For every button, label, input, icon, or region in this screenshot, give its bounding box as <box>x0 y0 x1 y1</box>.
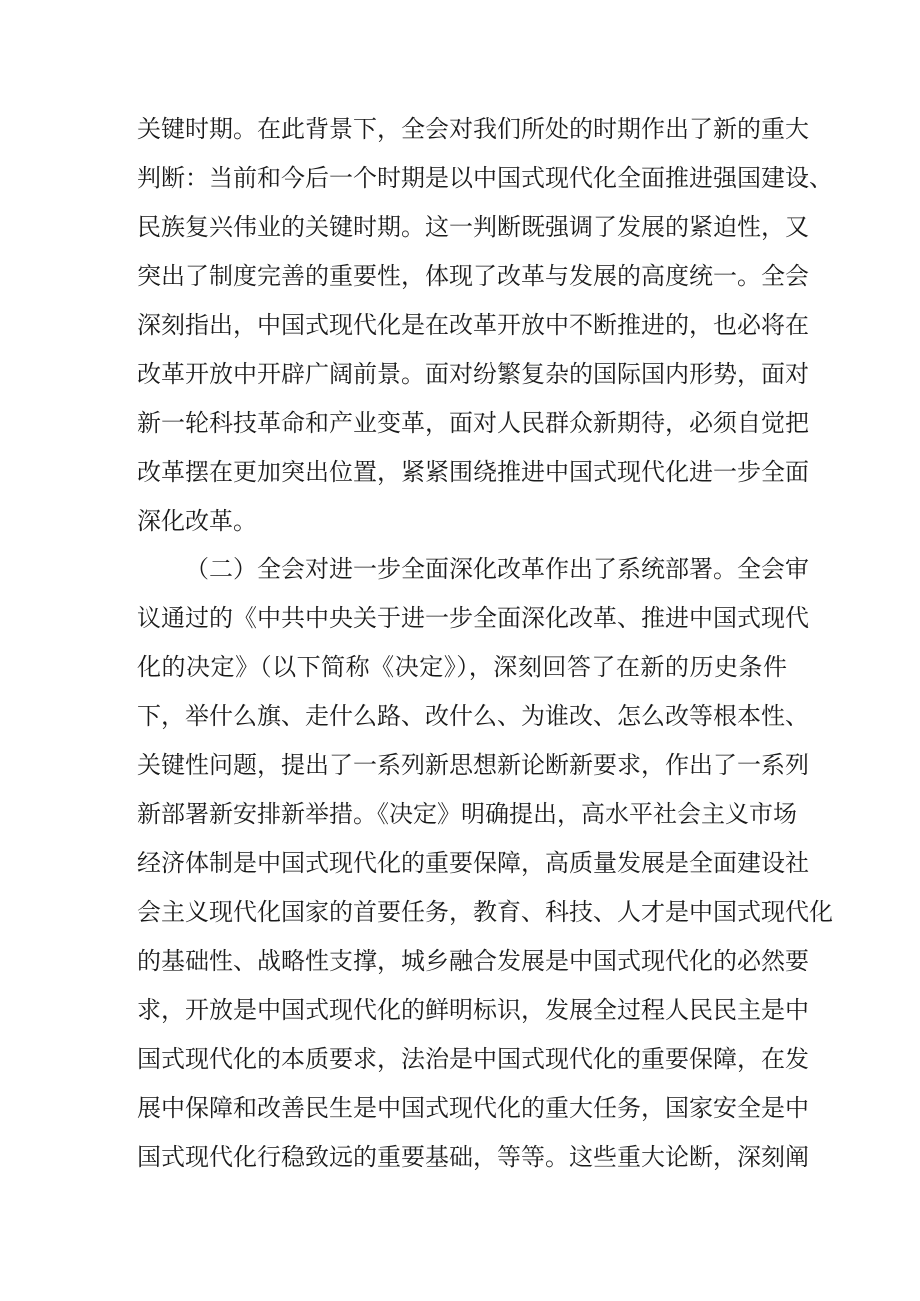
paragraph-2-line: 议通过的《中共中央关于进一步全面深化改革、推进中国式现代 <box>137 604 809 632</box>
paragraph-2-line: 新部署新安排新举措。《决定》明确提出，高水平社会主义市场 <box>137 800 797 828</box>
paragraph-2-line: 国式现代化的本质要求，法治是中国式现代化的重要保障，在发 <box>137 1045 809 1073</box>
paragraph-1-line: 改革摆在更加突出位置，紧紧围绕推进中国式现代化进一步全面 <box>137 458 809 486</box>
paragraph-1-line: 改革开放中开辟广阔前景。面对纷繁复杂的国际国内形势，面对 <box>137 360 809 388</box>
paragraph-2-line: 关键性问题，提出了一系列新思想新论断新要求，作出了一系列 <box>137 751 809 779</box>
paragraph-1-line: 突出了制度完善的重要性，体现了改革与发展的高度统一。全会 <box>137 262 809 290</box>
paragraph-2-line: 化的决定》（以下简称《决定》），深刻回答了在新的历史条件 <box>137 653 787 681</box>
paragraph-1-line: 深刻指出，中国式现代化是在改革开放中不断推进的，也必将在 <box>137 311 809 339</box>
paragraph-2-line: 展中保障和改善民生是中国式现代化的重大任务，国家安全是中 <box>137 1094 809 1122</box>
paragraph-1-line: 新一轮科技革命和产业变革，面对人民群众新期待，必须自觉把 <box>137 409 809 437</box>
paragraph-2-line: 下，举什么旗、走什么路、改什么、为谁改、怎么改等根本性、 <box>137 702 809 730</box>
paragraph-2-line: 求，开放是中国式现代化的鲜明标识，发展全过程人民民主是中 <box>137 996 809 1024</box>
paragraph-2-line: 国式现代化行稳致远的重要基础，等等。这些重大论断，深刻阐 <box>137 1143 809 1171</box>
paragraph-2-line: 会主义现代化国家的首要任务，教育、科技、人才是中国式现代化 <box>137 898 833 926</box>
paragraph-1-line: 深化改革。 <box>137 507 257 535</box>
paragraph-1-line: 判断：当前和今后一个时期是以中国式现代化全面推进强国建设、 <box>137 164 833 192</box>
paragraph-1-line: 民族复兴伟业的关键时期。这一判断既强调了发展的紧迫性，又 <box>137 213 809 241</box>
paragraph-2-line: （二）全会对进一步全面深化改革作出了系统部署。全会审 <box>185 555 809 583</box>
paragraph-2-line: 经济体制是中国式现代化的重要保障，高质量发展是全面建设社 <box>137 849 809 877</box>
paragraph-1-line: 关键时期。在此背景下，全会对我们所处的时期作出了新的重大 <box>137 115 809 143</box>
paragraph-2-line: 的基础性、战略性支撑，城乡融合发展是中国式现代化的必然要 <box>137 947 809 975</box>
